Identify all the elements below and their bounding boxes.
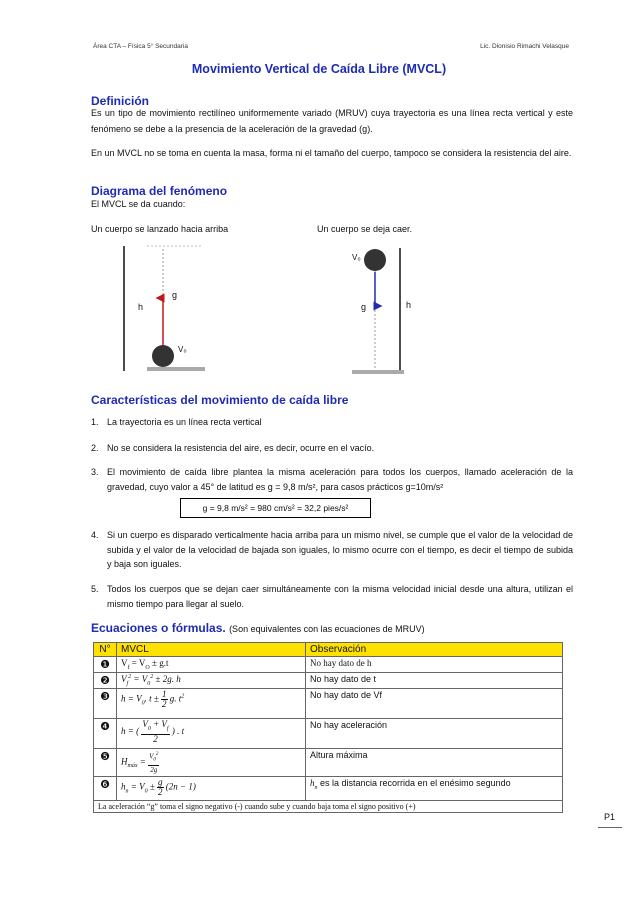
formula-2: $V_f^2 = V_0^2 \pm 2g$. h <box>117 673 306 689</box>
table-header-row <box>94 643 563 657</box>
equations-table <box>93 642 563 813</box>
table-row: ❸ $h = V_0$. t ± $\frac{1}{2}$ g. $t^2$ No hay dato de Vf <box>94 689 563 719</box>
label-g-left: g <box>172 290 178 300</box>
formula-4: h = ( $\frac{V_0 + V_f}{2}$ ) . t <box>117 719 306 749</box>
heading-ecuaciones: Ecuaciones o fórmulas. (Son equivalentes con las ecuaciones de MRUV) <box>91 621 425 635</box>
table-row: ❺ $H_{máx}$ = $\frac{V_0^2}{2g}$ Altura máxima <box>94 749 563 777</box>
formula-6-obs: es la distancia recorrida en el enésimo segundo <box>320 777 511 788</box>
table-row: ❷ $V_f^2 = V_0^2 \pm 2g$. h No hay dato de t <box>94 673 563 689</box>
definicion-paragraph-1: Es un tipo de movimiento rectilíneo uniformemente variado (MRUV) cuya trayectoria es una línea recta vertical y este fenómeno se debe a la presencia de la aceleración de la gravedad (g). <box>91 108 573 134</box>
heading-definicion: Definición <box>91 94 150 108</box>
diagrama-intro: El MVCL se da cuando: <box>91 199 186 209</box>
table-row: ❶ $V_f = V_O \pm g.t$ No hay dato de h <box>94 657 563 673</box>
caption-left: Un cuerpo se lanzado hacia arriba <box>91 224 229 234</box>
page-title: Movimiento Vertical de Caída Libre (MVCL) <box>191 62 447 76</box>
header-left: Área CTA – Física 5° Secundaria <box>93 43 188 50</box>
caption-right: Un cuerpo se deja caer. <box>317 224 413 234</box>
label-h-left: h <box>138 302 144 312</box>
table-footer: La aceleración “g” toma el signo negativo (-) cuando sube y cuando baja toma el signo positivo (+) <box>94 800 563 812</box>
col-mvcl-header: MVCL <box>117 643 306 657</box>
page-number: P1 <box>603 812 615 822</box>
heading-diagrama: Diagrama del fenómeno <box>91 184 228 198</box>
label-g-right: g <box>361 302 367 312</box>
ball-right <box>364 249 386 271</box>
heading-caracteristicas: Características del movimiento de caída libre <box>91 393 349 407</box>
ecuaciones-note: (Son equivalentes con las ecuaciones de MRUV) <box>229 624 425 634</box>
label-h-right: h <box>406 300 412 310</box>
col-n-header: N° <box>94 643 117 657</box>
formula-1: $V_f = V_O \pm g.t$ <box>117 657 306 673</box>
col-obs-header: Observación <box>306 643 563 657</box>
formula-3: $h = V_0$. t ± $\frac{1}{2}$ g. $t^2$ <box>117 689 306 719</box>
ground-left <box>147 367 205 371</box>
table-row: ❹ h = ( $\frac{V_0 + V_f}{2}$ ) . t No hay aceleración <box>94 719 563 749</box>
label-vo-left: V₀ <box>178 345 187 354</box>
ground-right <box>352 370 404 374</box>
table-row: ❻ $h_n = V_0$ ± $\frac{g}{2}$ (2n − 1) $h_n$ es la distancia recorrida en el enésimo segundo <box>94 776 563 800</box>
header-right: Lic. Dionisio Rimachi Velasque <box>480 43 569 50</box>
label-vo-right: V₀ <box>352 253 361 262</box>
ball-left <box>152 345 174 367</box>
formula-6: $h_n = V_0$ ± $\frac{g}{2}$ (2n − 1) <box>117 776 306 800</box>
page: Área CTA – Física 5° Secundaria Lic. Dionisio Rimachi Velasque Movimiento Vertical de Caída Libre (MVCL) Definición Es un tipo de movimiento rectilíneo uniformemente variado (MRUV) cuya trayectoria es una línea recta vertical y este fenómeno se debe a la presencia de la aceleración de la gravedad (g). En un MVCL no se toma en cuenta la masa, forma ni el tamaño del cuerpo, tampoco se considera la resistencia del aire. Diagrama del fenómeno El MVCL se da cuando: Un cuerpo se lanzado hacia arriba Un cuerpo se deja caer. h g V₀ h g V₀ Características del movimiento de caída libre 1. La trayectoria es un línea recta vertical 2. No se considera la resistencia del aire, es decir, ocurre en el vacío. 3. El movimiento de caída libre plantea la misma aceleración para todos los cuerpos, llamado aceleración de la gravedad, cuyo valor a 45° de latitud es g = 9,8 m/s², para casos prácticos g=10m/s² g = 9,8 m/s² = 980 cm/s² = 32,2 pies/s² 4. Si un cuerpo es disparado verticalmente hacia arriba para un mismo nivel, se cumple que el valor de la velocidad de subida y el valor de la velocidad de bajada son iguales, lo mismo ocurre con el tiempo, es decir el tiempo de subida y baja son iguales. 5. Todos los cuerpos que se dejan caer simultáneamente con la misma velocidad inicial desde una altura, utilizan el mismo tiempo para llegar al suelo. Ecuaciones o fórmulas. (Son equivalentes con las ecuaciones de MRUV) N° MVCL Observación ❶ $V_f = V_O \pm g.t$ No hay dato de h ❷ $V_f^2 = V_0^2 \pm 2g$. h No hay dato de t ❸ $h = V_0$. t ± $\frac{1}{2}$ g. $t^2$ No hay dato de Vf ❹ h = ( $\frac{V_0 + V_f}{2}$ ) . t No hay aceleración ❺ $H_{máx}$ = $\frac{V_0^2}{2g}$ Altura máxima ❻ $h_n = V_0$ ± $\frac{g}{2}$ (2n − 1) $h_n$ es la distancia recorrida en el enésimo segundo La aceleración “g” toma el signo negativo (-) cuando sube y cuando baja toma el signo positivo (+) P1 <box>0 0 638 903</box>
definicion-paragraph-2: En un MVCL no se toma en cuenta la masa, forma ni el tamaño del cuerpo, tampoco se considera la resistencia del aire. <box>91 148 572 158</box>
gravity-values-box: g = 9,8 m/s² = 980 cm/s² = 32,2 pies/s² <box>180 498 371 518</box>
table-footer-row <box>94 800 563 812</box>
formula-5: $H_{máx}$ = $\frac{V_0^2}{2g}$ <box>117 749 306 777</box>
page-number-rule <box>598 827 622 828</box>
